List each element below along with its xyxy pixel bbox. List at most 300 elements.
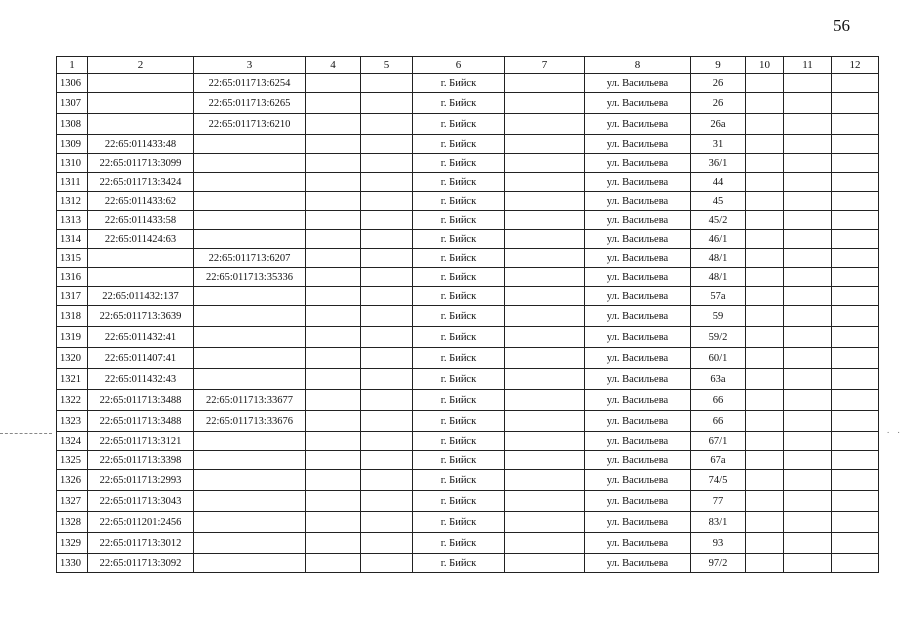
column-header: 2 (88, 57, 194, 74)
column-header: 10 (746, 57, 784, 74)
table-row (57, 211, 879, 230)
city-cell: г. Бийск (413, 154, 505, 173)
table-row (57, 268, 879, 287)
house-number-cell: 48/1 (691, 249, 746, 268)
cadastral-number-land-cell: 22:65:011713:3424 (88, 173, 194, 192)
cadastral-number-land-cell: 22:65:011713:3099 (88, 154, 194, 173)
col-10-cell (746, 230, 784, 249)
house-number-cell: 83/1 (691, 512, 746, 533)
house-number-cell: 57а (691, 287, 746, 306)
col-12-cell (832, 411, 879, 432)
cadastral-number-building-cell (194, 432, 306, 451)
house-number-cell: 45 (691, 192, 746, 211)
col-7-cell (505, 268, 585, 287)
col-12-cell (832, 268, 879, 287)
cadastral-number-land-cell (88, 268, 194, 287)
col-11-cell (784, 306, 832, 327)
table-row (57, 327, 879, 348)
col-5-cell (361, 114, 413, 135)
table-row (57, 491, 879, 512)
street-cell: ул. Васильева (585, 512, 691, 533)
cadastral-number-building-cell (194, 230, 306, 249)
col-10-cell (746, 211, 784, 230)
col-7-cell (505, 554, 585, 573)
col-11-cell (784, 211, 832, 230)
col-5-cell (361, 249, 413, 268)
col-10-cell (746, 93, 784, 114)
col-7-cell (505, 74, 585, 93)
col-11-cell (784, 93, 832, 114)
cadastral-number-building-cell (194, 533, 306, 554)
col-7-cell (505, 470, 585, 491)
cadastral-number-building-cell (194, 470, 306, 491)
col-12-cell (832, 287, 879, 306)
street-cell: ул. Васильева (585, 211, 691, 230)
city-cell: г. Бийск (413, 451, 505, 470)
city-cell: г. Бийск (413, 287, 505, 306)
city-cell: г. Бийск (413, 411, 505, 432)
table-row (57, 411, 879, 432)
row-number-cell: 1324 (57, 432, 88, 451)
col-5-cell (361, 173, 413, 192)
col-4-cell (306, 114, 361, 135)
row-number-cell: 1321 (57, 369, 88, 390)
col-4-cell (306, 432, 361, 451)
row-number-cell: 1329 (57, 533, 88, 554)
cadastral-number-building-cell (194, 287, 306, 306)
house-number-cell: 26а (691, 114, 746, 135)
street-cell: ул. Васильева (585, 230, 691, 249)
cadastral-number-land-cell (88, 249, 194, 268)
col-5-cell (361, 512, 413, 533)
col-12-cell (832, 432, 879, 451)
table-row (57, 390, 879, 411)
house-number-cell: 44 (691, 173, 746, 192)
table-body (57, 74, 879, 573)
col-4-cell (306, 249, 361, 268)
city-cell: г. Бийск (413, 135, 505, 154)
col-12-cell (832, 451, 879, 470)
house-number-cell: 77 (691, 491, 746, 512)
col-5-cell (361, 211, 413, 230)
col-7-cell (505, 390, 585, 411)
table-row (57, 470, 879, 491)
cadastral-number-building-cell: 22:65:011713:35336 (194, 268, 306, 287)
house-number-cell: 93 (691, 533, 746, 554)
col-11-cell (784, 390, 832, 411)
col-7-cell (505, 432, 585, 451)
street-cell: ул. Васильева (585, 451, 691, 470)
row-number-cell: 1327 (57, 491, 88, 512)
col-7-cell (505, 93, 585, 114)
col-12-cell (832, 249, 879, 268)
row-number-cell: 1323 (57, 411, 88, 432)
col-7-cell (505, 135, 585, 154)
house-number-cell: 66 (691, 411, 746, 432)
cadastral-number-building-cell (194, 451, 306, 470)
row-number-cell: 1322 (57, 390, 88, 411)
cadastral-number-land-cell: 22:65:011713:3043 (88, 491, 194, 512)
city-cell: г. Бийск (413, 249, 505, 268)
cadastral-number-land-cell: 22:65:011432:43 (88, 369, 194, 390)
cadastral-number-land-cell: 22:65:011424:63 (88, 230, 194, 249)
street-cell: ул. Васильева (585, 249, 691, 268)
col-11-cell (784, 268, 832, 287)
col-12-cell (832, 211, 879, 230)
col-11-cell (784, 348, 832, 369)
col-4-cell (306, 554, 361, 573)
col-10-cell (746, 327, 784, 348)
city-cell: г. Бийск (413, 327, 505, 348)
col-12-cell (832, 173, 879, 192)
col-10-cell (746, 74, 784, 93)
row-number-cell: 1308 (57, 114, 88, 135)
city-cell: г. Бийск (413, 74, 505, 93)
col-11-cell (784, 432, 832, 451)
col-4-cell (306, 93, 361, 114)
street-cell: ул. Васильева (585, 74, 691, 93)
city-cell: г. Бийск (413, 268, 505, 287)
cadastral-number-building-cell (194, 173, 306, 192)
house-number-cell: 66 (691, 390, 746, 411)
col-11-cell (784, 369, 832, 390)
row-number-cell: 1309 (57, 135, 88, 154)
page-number: 56 (833, 16, 850, 35)
col-7-cell (505, 211, 585, 230)
col-5-cell (361, 154, 413, 173)
row-number-cell: 1326 (57, 470, 88, 491)
table-row (57, 287, 879, 306)
cadastral-number-land-cell: 22:65:011432:41 (88, 327, 194, 348)
col-12-cell (832, 554, 879, 573)
cadastral-number-land-cell: 22:65:011433:48 (88, 135, 194, 154)
col-7-cell (505, 451, 585, 470)
table-row (57, 192, 879, 211)
row-number-cell: 1315 (57, 249, 88, 268)
cadastral-number-building-cell (194, 512, 306, 533)
city-cell: г. Бийск (413, 369, 505, 390)
col-4-cell (306, 135, 361, 154)
col-4-cell (306, 306, 361, 327)
col-12-cell (832, 230, 879, 249)
col-4-cell (306, 491, 361, 512)
cadastral-number-land-cell (88, 114, 194, 135)
cadastral-number-building-cell (194, 327, 306, 348)
column-header: 3 (194, 57, 306, 74)
col-11-cell (784, 114, 832, 135)
col-10-cell (746, 306, 784, 327)
cadastral-number-building-cell: 22:65:011713:6210 (194, 114, 306, 135)
street-cell: ул. Васильева (585, 348, 691, 369)
col-12-cell (832, 93, 879, 114)
cadastral-number-land-cell: 22:65:011713:3488 (88, 390, 194, 411)
cadastral-number-building-cell (194, 369, 306, 390)
col-7-cell (505, 154, 585, 173)
cadastral-number-building-cell (194, 211, 306, 230)
row-number-cell: 1312 (57, 192, 88, 211)
table-row (57, 74, 879, 93)
column-header: 12 (832, 57, 879, 74)
col-11-cell (784, 533, 832, 554)
city-cell: г. Бийск (413, 390, 505, 411)
col-7-cell (505, 306, 585, 327)
table-row (57, 173, 879, 192)
col-12-cell (832, 74, 879, 93)
table-row (57, 554, 879, 573)
city-cell: г. Бийск (413, 348, 505, 369)
col-12-cell (832, 491, 879, 512)
table-row (57, 230, 879, 249)
row-number-cell: 1318 (57, 306, 88, 327)
cadastral-number-land-cell: 22:65:011407:41 (88, 348, 194, 369)
col-10-cell (746, 491, 784, 512)
row-number-cell: 1328 (57, 512, 88, 533)
row-number-cell: 1317 (57, 287, 88, 306)
street-cell: ул. Васильева (585, 173, 691, 192)
house-number-cell: 74/5 (691, 470, 746, 491)
table-row (57, 93, 879, 114)
cadastral-number-land-cell: 22:65:011713:2993 (88, 470, 194, 491)
cadastral-number-building-cell: 22:65:011713:33677 (194, 390, 306, 411)
col-10-cell (746, 268, 784, 287)
cadastral-number-building-cell: 22:65:011713:6207 (194, 249, 306, 268)
cadastral-number-land-cell: 22:65:011713:3092 (88, 554, 194, 573)
col-4-cell (306, 74, 361, 93)
street-cell: ул. Васильева (585, 390, 691, 411)
cadastral-number-building-cell: 22:65:011713:6265 (194, 93, 306, 114)
row-number-cell: 1320 (57, 348, 88, 369)
cadastral-number-building-cell (194, 154, 306, 173)
col-4-cell (306, 369, 361, 390)
cadastral-number-building-cell (194, 135, 306, 154)
col-7-cell (505, 348, 585, 369)
col-10-cell (746, 348, 784, 369)
row-number-cell: 1307 (57, 93, 88, 114)
column-header: 1 (57, 57, 88, 74)
city-cell: г. Бийск (413, 211, 505, 230)
cadastral-number-building-cell (194, 554, 306, 573)
col-10-cell (746, 154, 784, 173)
col-4-cell (306, 512, 361, 533)
col-10-cell (746, 192, 784, 211)
col-4-cell (306, 173, 361, 192)
col-4-cell (306, 154, 361, 173)
city-cell: г. Бийск (413, 470, 505, 491)
col-11-cell (784, 491, 832, 512)
table-row (57, 114, 879, 135)
street-cell: ул. Васильева (585, 533, 691, 554)
col-11-cell (784, 173, 832, 192)
row-number-cell: 1310 (57, 154, 88, 173)
house-number-cell: 59 (691, 306, 746, 327)
street-cell: ул. Васильева (585, 470, 691, 491)
col-10-cell (746, 432, 784, 451)
scan-margin-mark (0, 433, 52, 434)
col-5-cell (361, 491, 413, 512)
col-5-cell (361, 390, 413, 411)
col-7-cell (505, 249, 585, 268)
street-cell: ул. Васильева (585, 93, 691, 114)
row-number-cell: 1319 (57, 327, 88, 348)
col-4-cell (306, 287, 361, 306)
cadastral-number-building-cell: 22:65:011713:33676 (194, 411, 306, 432)
col-4-cell (306, 192, 361, 211)
cadastral-number-building-cell (194, 306, 306, 327)
house-number-cell: 26 (691, 74, 746, 93)
street-cell: ул. Васильева (585, 369, 691, 390)
col-5-cell (361, 230, 413, 249)
column-header: 4 (306, 57, 361, 74)
city-cell: г. Бийск (413, 432, 505, 451)
cadastral-number-land-cell (88, 93, 194, 114)
col-12-cell (832, 369, 879, 390)
house-number-cell: 26 (691, 93, 746, 114)
col-11-cell (784, 287, 832, 306)
col-7-cell (505, 533, 585, 554)
col-10-cell (746, 533, 784, 554)
col-5-cell (361, 554, 413, 573)
street-cell: ул. Васильева (585, 432, 691, 451)
street-cell: ул. Васильева (585, 154, 691, 173)
col-12-cell (832, 192, 879, 211)
col-7-cell (505, 512, 585, 533)
row-number-cell: 1325 (57, 451, 88, 470)
cadastral-number-land-cell: 22:65:011201:2456 (88, 512, 194, 533)
col-10-cell (746, 173, 784, 192)
col-4-cell (306, 348, 361, 369)
col-5-cell (361, 327, 413, 348)
house-number-cell: 59/2 (691, 327, 746, 348)
col-5-cell (361, 451, 413, 470)
street-cell: ул. Васильева (585, 192, 691, 211)
row-number-cell: 1316 (57, 268, 88, 287)
cadastral-number-land-cell: 22:65:011713:3488 (88, 411, 194, 432)
table-row (57, 249, 879, 268)
house-number-cell: 67/1 (691, 432, 746, 451)
address-registry-table (56, 56, 879, 573)
col-4-cell (306, 390, 361, 411)
street-cell: ул. Васильева (585, 411, 691, 432)
col-10-cell (746, 369, 784, 390)
col-12-cell (832, 154, 879, 173)
col-5-cell (361, 268, 413, 287)
city-cell: г. Бийск (413, 306, 505, 327)
col-7-cell (505, 491, 585, 512)
column-header: 5 (361, 57, 413, 74)
col-4-cell (306, 451, 361, 470)
col-5-cell (361, 348, 413, 369)
table-row (57, 512, 879, 533)
col-4-cell (306, 411, 361, 432)
city-cell: г. Бийск (413, 230, 505, 249)
col-11-cell (784, 411, 832, 432)
col-11-cell (784, 512, 832, 533)
cadastral-number-land-cell: 22:65:011713:3121 (88, 432, 194, 451)
row-number-cell: 1306 (57, 74, 88, 93)
col-12-cell (832, 470, 879, 491)
cadastral-number-building-cell (194, 491, 306, 512)
header-row (57, 57, 879, 74)
col-5-cell (361, 470, 413, 491)
col-5-cell (361, 306, 413, 327)
col-12-cell (832, 327, 879, 348)
col-12-cell (832, 135, 879, 154)
col-5-cell (361, 432, 413, 451)
cadastral-number-land-cell: 22:65:011432:137 (88, 287, 194, 306)
col-4-cell (306, 211, 361, 230)
column-header: 6 (413, 57, 505, 74)
col-4-cell (306, 268, 361, 287)
city-cell: г. Бийск (413, 533, 505, 554)
table-row (57, 306, 879, 327)
city-cell: г. Бийск (413, 192, 505, 211)
column-header: 7 (505, 57, 585, 74)
city-cell: г. Бийск (413, 173, 505, 192)
col-12-cell (832, 512, 879, 533)
table-row (57, 533, 879, 554)
col-11-cell (784, 230, 832, 249)
col-10-cell (746, 114, 784, 135)
col-10-cell (746, 249, 784, 268)
street-cell: ул. Васильева (585, 491, 691, 512)
col-7-cell (505, 230, 585, 249)
col-10-cell (746, 470, 784, 491)
city-cell: г. Бийск (413, 512, 505, 533)
col-5-cell (361, 74, 413, 93)
col-11-cell (784, 135, 832, 154)
col-11-cell (784, 470, 832, 491)
col-5-cell (361, 287, 413, 306)
cadastral-number-land-cell: 22:65:011713:3012 (88, 533, 194, 554)
col-5-cell (361, 533, 413, 554)
street-cell: ул. Васильева (585, 554, 691, 573)
column-header: 8 (585, 57, 691, 74)
city-cell: г. Бийск (413, 114, 505, 135)
cadastral-number-land-cell: 22:65:011433:58 (88, 211, 194, 230)
col-12-cell (832, 533, 879, 554)
street-cell: ул. Васильева (585, 306, 691, 327)
col-10-cell (746, 390, 784, 411)
table-row (57, 432, 879, 451)
street-cell: ул. Васильева (585, 287, 691, 306)
cadastral-number-land-cell: 22:65:011713:3398 (88, 451, 194, 470)
col-12-cell (832, 390, 879, 411)
table-row (57, 135, 879, 154)
cadastral-number-building-cell: 22:65:011713:6254 (194, 74, 306, 93)
col-11-cell (784, 154, 832, 173)
house-number-cell: 45/2 (691, 211, 746, 230)
col-11-cell (784, 451, 832, 470)
cadastral-number-land-cell: 22:65:011433:62 (88, 192, 194, 211)
col-7-cell (505, 173, 585, 192)
house-number-cell: 46/1 (691, 230, 746, 249)
house-number-cell: 48/1 (691, 268, 746, 287)
col-12-cell (832, 306, 879, 327)
col-11-cell (784, 249, 832, 268)
col-4-cell (306, 533, 361, 554)
cadastral-number-land-cell (88, 74, 194, 93)
scan-margin-mark-right: . . (887, 425, 903, 435)
row-number-cell: 1330 (57, 554, 88, 573)
house-number-cell: 63а (691, 369, 746, 390)
row-number-cell: 1311 (57, 173, 88, 192)
col-7-cell (505, 369, 585, 390)
col-5-cell (361, 93, 413, 114)
table-row (57, 369, 879, 390)
col-5-cell (361, 135, 413, 154)
col-7-cell (505, 114, 585, 135)
col-11-cell (784, 74, 832, 93)
